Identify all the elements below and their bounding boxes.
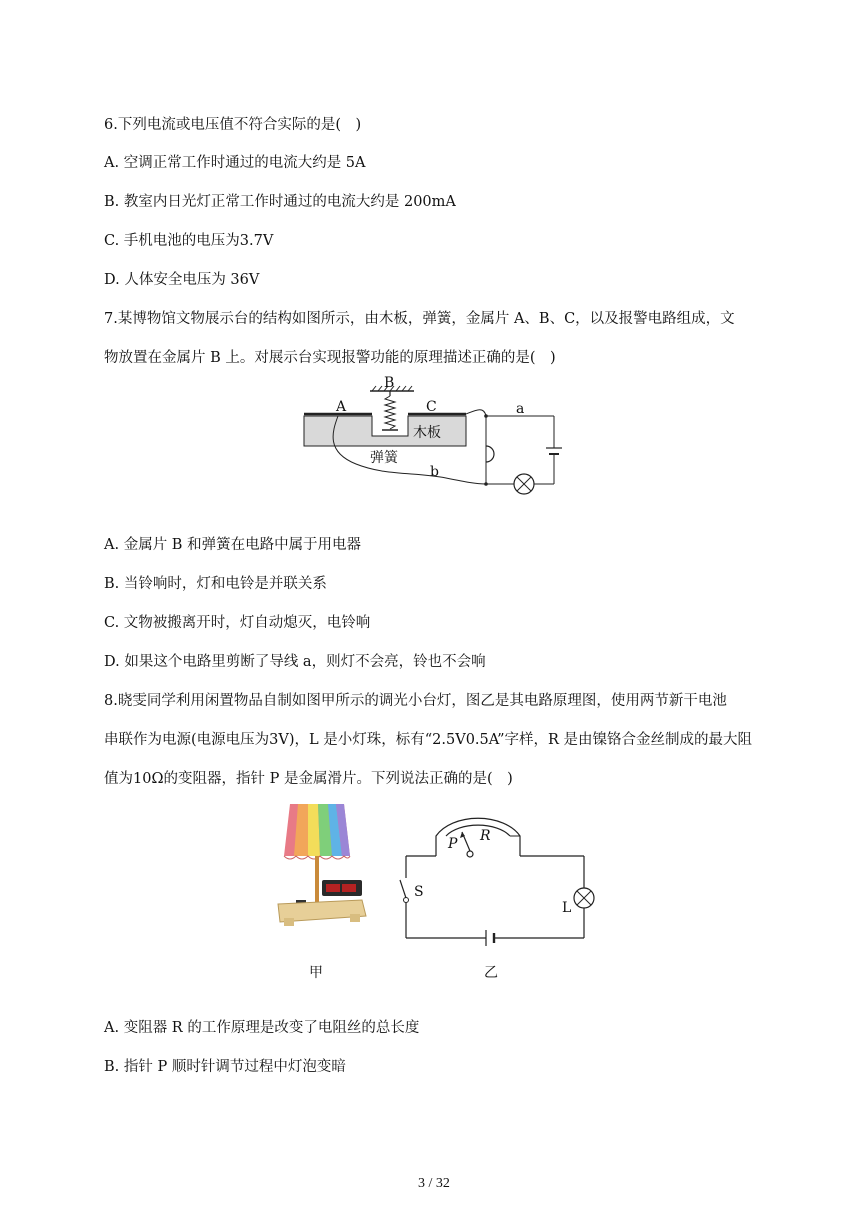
q8-figure-yi [396, 808, 596, 948]
q8-option-a: A. 变阻器 R 的工作原理是改变了电阻丝的总长度 [104, 1020, 420, 1036]
caption-yi: 乙 [484, 965, 498, 981]
q7-stem-line2: 物放置在金属片 B 上。对展示台实现报警功能的原理描述正确的是( ) [104, 350, 556, 366]
label-R: R [480, 828, 491, 844]
q7-option-a: A. 金属片 B 和弹簧在电路中属于用电器 [104, 537, 362, 553]
label-board: 木板 [413, 425, 441, 441]
q6-stem: 6.下列电流或电压值不符合实际的是( ) [104, 117, 362, 133]
dimmer-circuit-schematic [396, 808, 596, 948]
label-wire-b: b [430, 464, 439, 480]
label-B: B [384, 375, 395, 391]
q7-option-d: D. 如果这个电路里剪断了导线 a，则灯不会亮，铃也不会响 [104, 654, 486, 670]
q8-option-b: B. 指针 P 顺时针调节过程中灯泡变暗 [104, 1059, 346, 1075]
page-number: 3 / 32 [418, 1176, 450, 1191]
label-L: L [562, 900, 572, 916]
q7-stem-line1: 7.某博物馆文物展示台的结构如图所示，由木板，弹簧，金属片 A、B、C，以及报警电路组成，文 [104, 311, 735, 327]
label-C: C [426, 399, 437, 415]
q6-option-c: C. 手机电池的电压为3.7V [104, 233, 274, 249]
label-A: A [336, 399, 347, 415]
q6-option-d: D. 人体安全电压为 36V [104, 272, 260, 288]
label-spring: 弹簧 [370, 450, 398, 466]
q8-stem-line1: 8.晓雯同学利用闲置物品自制如图甲所示的调光小台灯，图乙是其电路原理图，使用两节新干电池 [104, 693, 727, 709]
q8-stem-line3: 值为10Ω的变阻器，指针 P 是金属滑片。下列说法正确的是( ) [104, 771, 513, 787]
caption-jia: 甲 [309, 965, 323, 981]
q7-option-c: C. 文物被搬离开时，灯自动熄灭，电铃响 [104, 615, 371, 631]
q7-option-b: B. 当铃响时，灯和电铃是并联关系 [104, 576, 327, 592]
q6-option-a: A. 空调正常工作时通过的电流大约是 5A [104, 155, 366, 171]
q7-figure [296, 372, 576, 502]
q8-stem-line2: 串联作为电源(电源电压为3V)，L 是小灯珠，标有“2.5V0.5A”字样，R 是由镍铬合金丝制成的最大阻 [104, 732, 753, 748]
label-wire-a: a [516, 401, 525, 417]
label-S: S [414, 884, 424, 900]
label-P: P [448, 836, 458, 852]
q8-figure-jia [270, 800, 370, 930]
q6-option-b: B. 教室内日光灯正常工作时通过的电流大约是 200mA [104, 194, 456, 210]
desk-lamp-illustration [270, 800, 370, 930]
